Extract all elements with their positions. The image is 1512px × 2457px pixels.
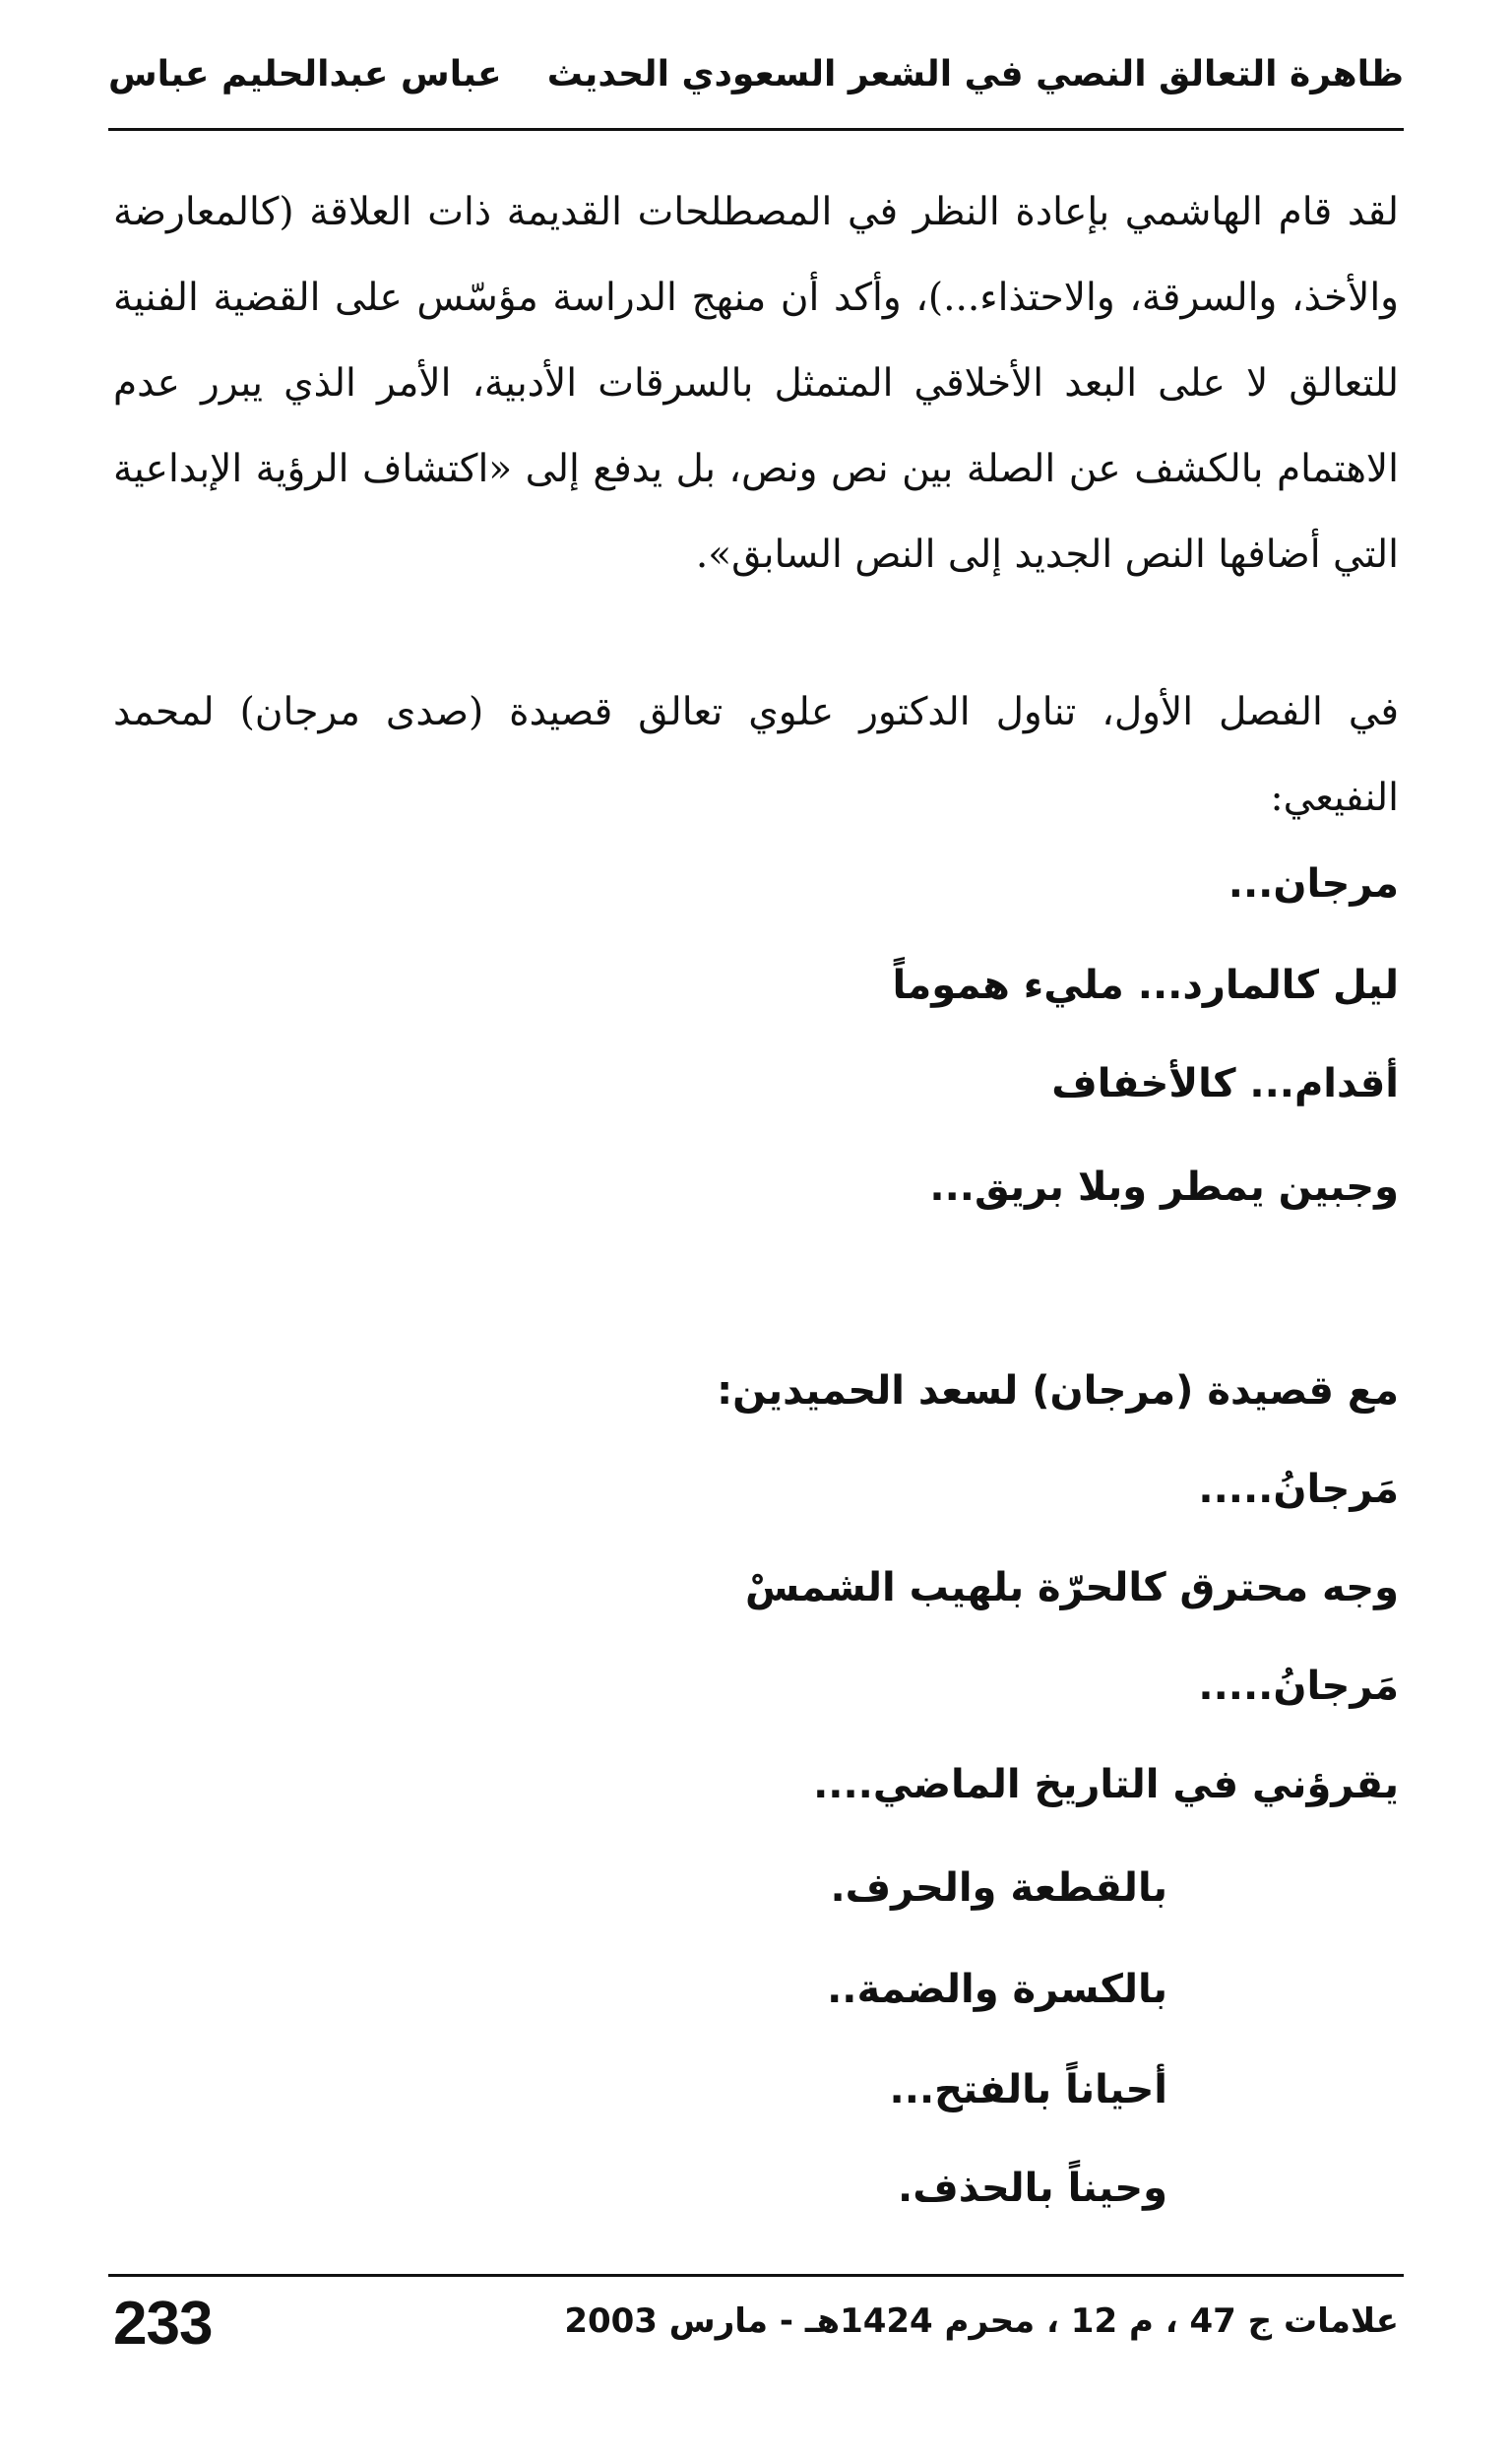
poem-line: أقدام... كالأخفاف (1051, 1061, 1399, 1106)
running-header (108, 54, 1404, 123)
poem-line: مَرجانُ..... (1198, 1664, 1399, 1709)
poem-line: وحيناً بالحذف. (898, 2166, 1167, 2211)
poem-intro: مع قصيدة (مرجان) لسعد الحميدين: (717, 1368, 1399, 1414)
header-rule (108, 128, 1404, 131)
poem-line: يقرؤني في التاريخ الماضي.... (813, 1762, 1399, 1807)
poem-line: وجبين يمطر وبلا بريق... (929, 1165, 1399, 1210)
poem-line: مرجان... (1228, 861, 1399, 907)
poem-line: أحياناً بالفتح... (889, 2067, 1167, 2112)
poem-line: بالقطعة والحرف. (830, 1865, 1167, 1911)
poem-line: ليل كالمارد... مليء هموماً (892, 963, 1399, 1008)
footer-rule (108, 2274, 1404, 2277)
footer-journal-info: علامات ج 47 ، م 12 ، محرم 1424هـ - مارس 2003 (564, 2301, 1399, 2341)
page-number: 233 (113, 2290, 213, 2358)
poem-line: مَرجانُ..... (1198, 1467, 1399, 1512)
poem-line: بالكسرة والضمة.. (827, 1967, 1167, 2012)
body-paragraph: لقد قام الهاشمي بإعادة النظر في المصطلحات القديمة ذات العلاقة (كالمعارضة والأخذ، والسرقة، والاحتذاء...)، وأكد أن منهج الدراسة مؤسّس على القضية الفنية للتعالق لا على البعد الأخلاقي المتمثل بالسرقات الأدبية، الأمر الذي يبرر عدم الاهتمام بالكشف عن الصلة بين نص ونص، بل يدفع إلى «اكتشاف الرؤية الإبداعية التي أضافها النص الجديد إلى النص السابق». (113, 190, 1399, 577)
body-paragraph: في الفصل الأول، تناول الدكتور علوي تعالق قصيدة (صدى مرجان) لمحمد النفيعي: (113, 690, 1399, 820)
header-author: عباس عبدالحليم عباس (108, 54, 502, 94)
poem-line: وجه محترق كالحرّة بلهيب الشمسْ (744, 1565, 1399, 1610)
header-title: ظاهرة التعالق النصي في الشعر السعودي الحديث (546, 54, 1404, 94)
